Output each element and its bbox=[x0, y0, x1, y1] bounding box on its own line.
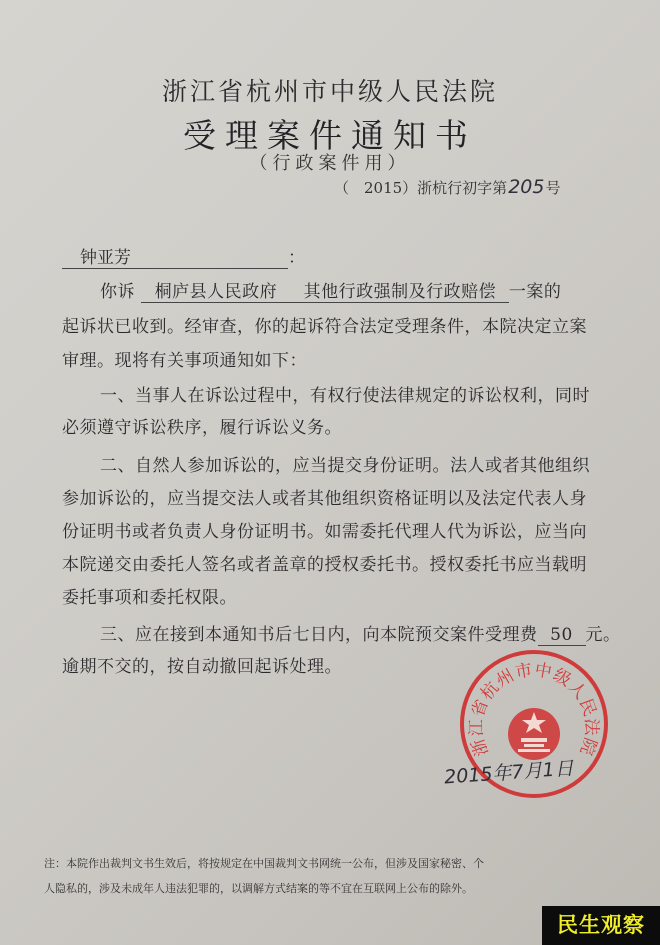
item-1-line-1: 一、当事人在诉讼过程中，有权行使法律规定的诉讼权利，同时 bbox=[100, 386, 590, 406]
case-number-suffix: 号 bbox=[545, 179, 561, 197]
recipient-name: 钟亚芳 bbox=[62, 243, 288, 269]
document-title: 受理案件通知书 bbox=[183, 116, 477, 155]
recipient-colon: ： bbox=[288, 248, 305, 268]
defendant-field: 桐庐县人民政府 bbox=[141, 277, 291, 303]
item-3-prefix: 三、应在接到本通知书后七日内，向本院预交案件受理费 bbox=[100, 625, 538, 645]
item-3-suffix: 元。 bbox=[585, 625, 621, 645]
paragraph-1-line-2: 起诉状已收到。经审查，你的起诉符合法定受理条件，本院决定立案 bbox=[62, 317, 587, 337]
watermark-badge: 民生观察 bbox=[542, 906, 660, 945]
paragraph-1-line-3: 审理。现将有关事项通知如下： bbox=[62, 351, 307, 371]
case-number-handwritten: 205 bbox=[508, 176, 545, 198]
item-2-line-4: 本院递交由委托人签名或者盖章的授权委托书。授权委托书应当载明 bbox=[62, 555, 587, 575]
document-subtitle: （行政案件用） bbox=[249, 153, 411, 174]
item-1-line-2: 必须遵守诉讼秩序，履行诉讼义务。 bbox=[62, 418, 342, 438]
item-3-line-2: 逾期不交的，按自动撤回起诉处理。 bbox=[62, 657, 342, 677]
item-2-line-3: 份证明书或者负责人身份证明书。如需委托代理人代为诉讼，应当向 bbox=[62, 522, 587, 542]
signature-date: 2015年7月1日 bbox=[443, 757, 575, 789]
fee-amount: 50 bbox=[538, 625, 586, 646]
svg-text:浙江省杭州市中级人民法院: 浙江省杭州市中级人民法院 bbox=[466, 660, 602, 759]
item-3-line-1 bbox=[100, 620, 621, 646]
footer-note-line-1: 注：本院作出裁判文书生效后，将按规定在中国裁判文书网统一公布，但涉及国家秘密、个 bbox=[44, 857, 484, 870]
case-type-field: 其他行政强制及行政赔偿 bbox=[291, 277, 509, 303]
item-2-line-1: 二、自然人参加诉讼的，应当提交身份证明。法人或者其他组织 bbox=[100, 456, 590, 476]
item-2-line-5: 委托事项和委托权限。 bbox=[62, 588, 237, 608]
national-emblem-icon bbox=[508, 708, 560, 760]
paragraph-1-line-1 bbox=[100, 277, 582, 303]
item-2-line-2: 参加诉讼的，应当提交法人或者其他组织资格证明以及法定代表人身 bbox=[62, 489, 587, 509]
p1-suffix: 一案的 bbox=[508, 282, 562, 302]
p1-prefix: 你诉 bbox=[100, 282, 135, 302]
case-number bbox=[334, 176, 560, 198]
case-number-prefix: （ 2015）浙杭行初字第 bbox=[334, 179, 508, 197]
recipient-line bbox=[62, 243, 305, 269]
footer-note-line-2: 人隐私的，涉及未成年人违法犯罪的，以调解方式结案的等不宜在互联网上公布的除外。 bbox=[44, 882, 473, 895]
court-name: 浙江省杭州市中级人民法院 bbox=[161, 77, 498, 106]
